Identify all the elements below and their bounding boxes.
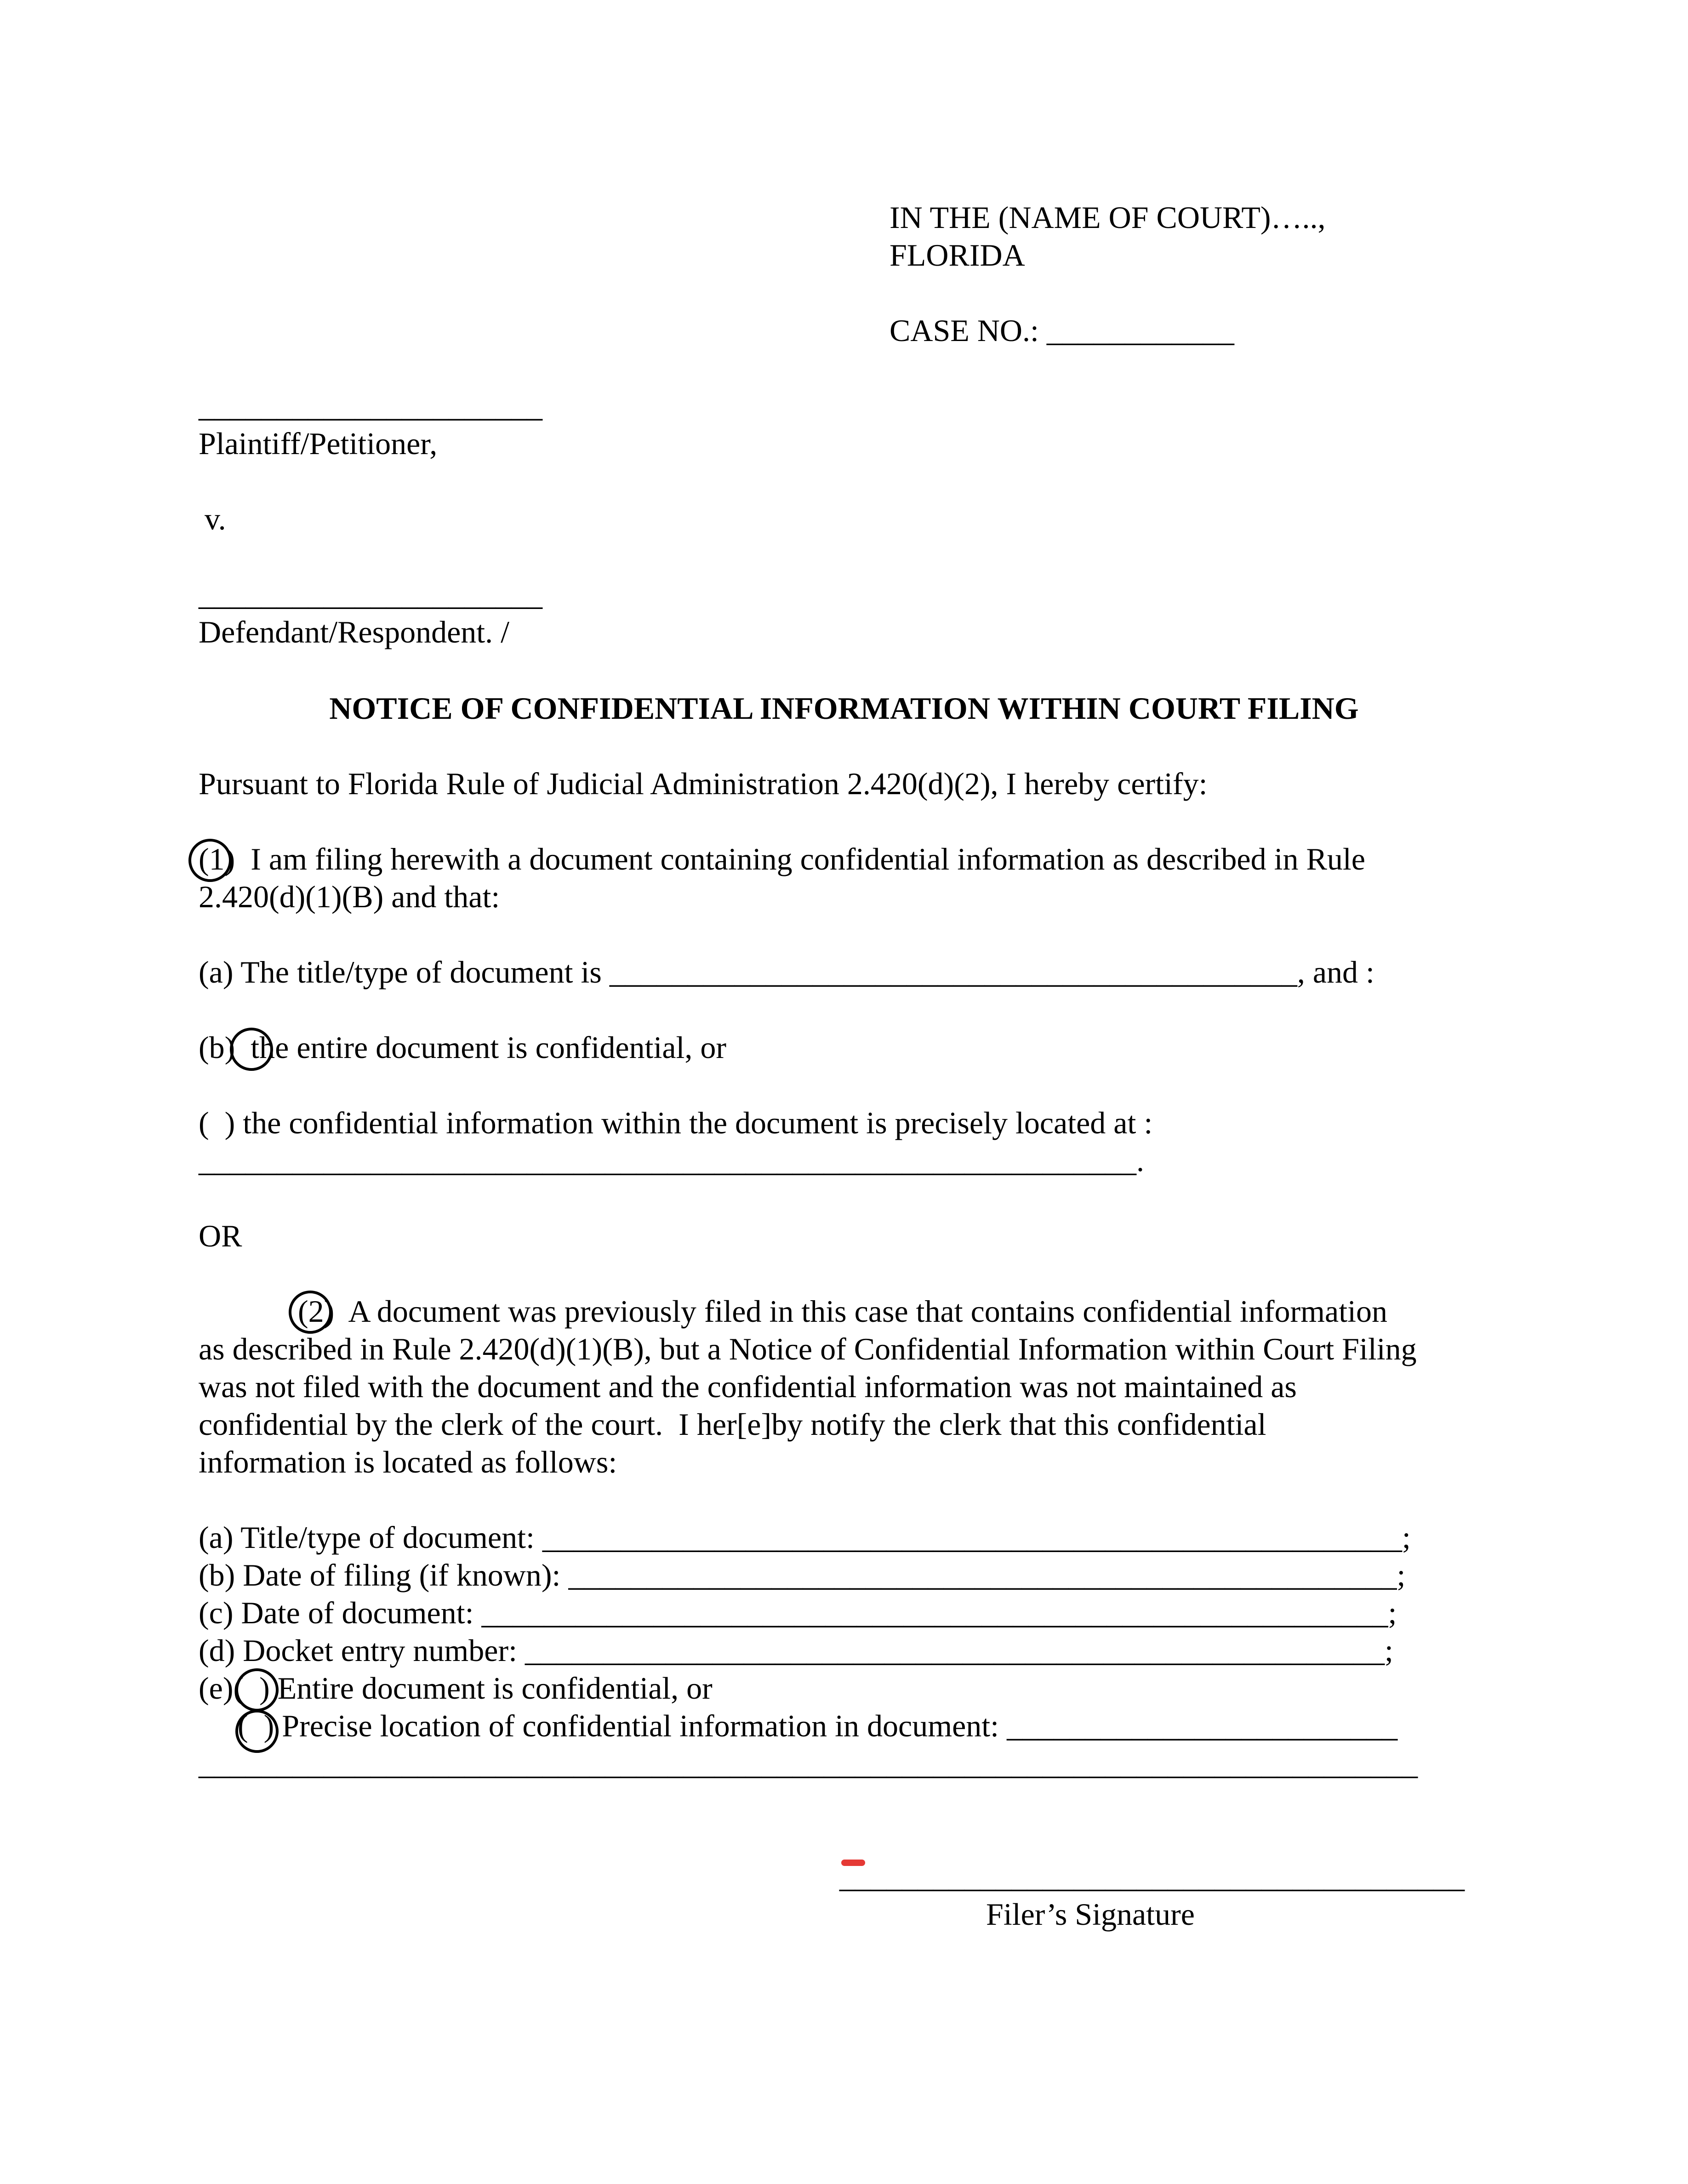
section1-radio[interactable]: [188, 839, 232, 882]
option-e-precise[interactable]: ( ) Precise location of confidential information in document: _________________________: [199, 1708, 1398, 1743]
or-label: OR: [199, 1218, 242, 1253]
entire-document-radio[interactable]: [230, 1028, 273, 1071]
signature-field[interactable]: ________________________________________: [839, 1859, 1465, 1894]
section1-option-b: (b) the entire document is confidential, or: [199, 1030, 727, 1065]
section2-line4: confidential by the clerk of the court. I her[e]by notify the clerk that this confidential: [199, 1407, 1266, 1442]
defendant-label: Defendant/Respondent. /: [199, 614, 510, 649]
plaintiff-label: Plaintiff/Petitioner,: [199, 426, 438, 461]
case-number-field[interactable]: CASE NO.: ____________: [890, 313, 1234, 348]
signature-label: Filer’s Signature: [986, 1897, 1195, 1932]
section1-option-c: ( ) the confidential information within the document is precisely located at :: [199, 1105, 1153, 1140]
document-title: NOTICE OF CONFIDENTIAL INFORMATION WITHIN COURT FILING: [329, 691, 1359, 726]
court-state-line: FLORIDA: [890, 238, 1025, 273]
section2-line3: was not filed with the document and the confidential information was not maintained as: [199, 1369, 1297, 1404]
option-e-entire: (e)( ) Entire document is confidential, or: [199, 1671, 713, 1706]
section1-line2: 2.420(d)(1)(B) and that:: [199, 879, 500, 914]
date-of-filing-field[interactable]: (b) Date of filing (if known): _____________________________________________________;: [199, 1558, 1406, 1592]
section2-radio[interactable]: [289, 1291, 332, 1334]
entire-document-confidential-radio[interactable]: [235, 1668, 279, 1712]
section2-line5: information is located as follows:: [199, 1445, 617, 1479]
section2-line2: as described in Rule 2.420(d)(1)(B), but a Notice of Confidential Information within Court Filing: [199, 1331, 1417, 1366]
intro-paragraph: Pursuant to Florida Rule of Judicial Administration 2.420(d)(2), I hereby certify:: [199, 766, 1208, 801]
section1-line1: (1) I am filing herewith a document containing confidential information as described in Rule: [199, 842, 1365, 876]
plaintiff-name-field[interactable]: ______________________: [199, 388, 542, 423]
title-type-field[interactable]: (a) Title/type of document: _______________________________________________________;: [199, 1520, 1411, 1555]
court-name-line: IN THE (NAME OF COURT)…..,: [890, 200, 1326, 235]
section2-line1: (2) A document was previously filed in this case that contains confidential information: [298, 1294, 1388, 1329]
date-of-document-field[interactable]: (c) Date of document: __________________________________________________________;: [199, 1595, 1397, 1630]
versus-label: v.: [205, 501, 226, 536]
defendant-name-field[interactable]: ______________________: [199, 577, 542, 612]
precise-location-continuation[interactable]: ______________________________________________________________________________: [199, 1746, 1418, 1781]
section1-title-type-field[interactable]: (a) The title/type of document is ____________________________________________, and :: [199, 955, 1374, 990]
docket-entry-field[interactable]: (d) Docket entry number: _______________________________________________________;: [199, 1633, 1393, 1668]
section1-location-field[interactable]: ____________________________________________________________.: [199, 1143, 1144, 1178]
